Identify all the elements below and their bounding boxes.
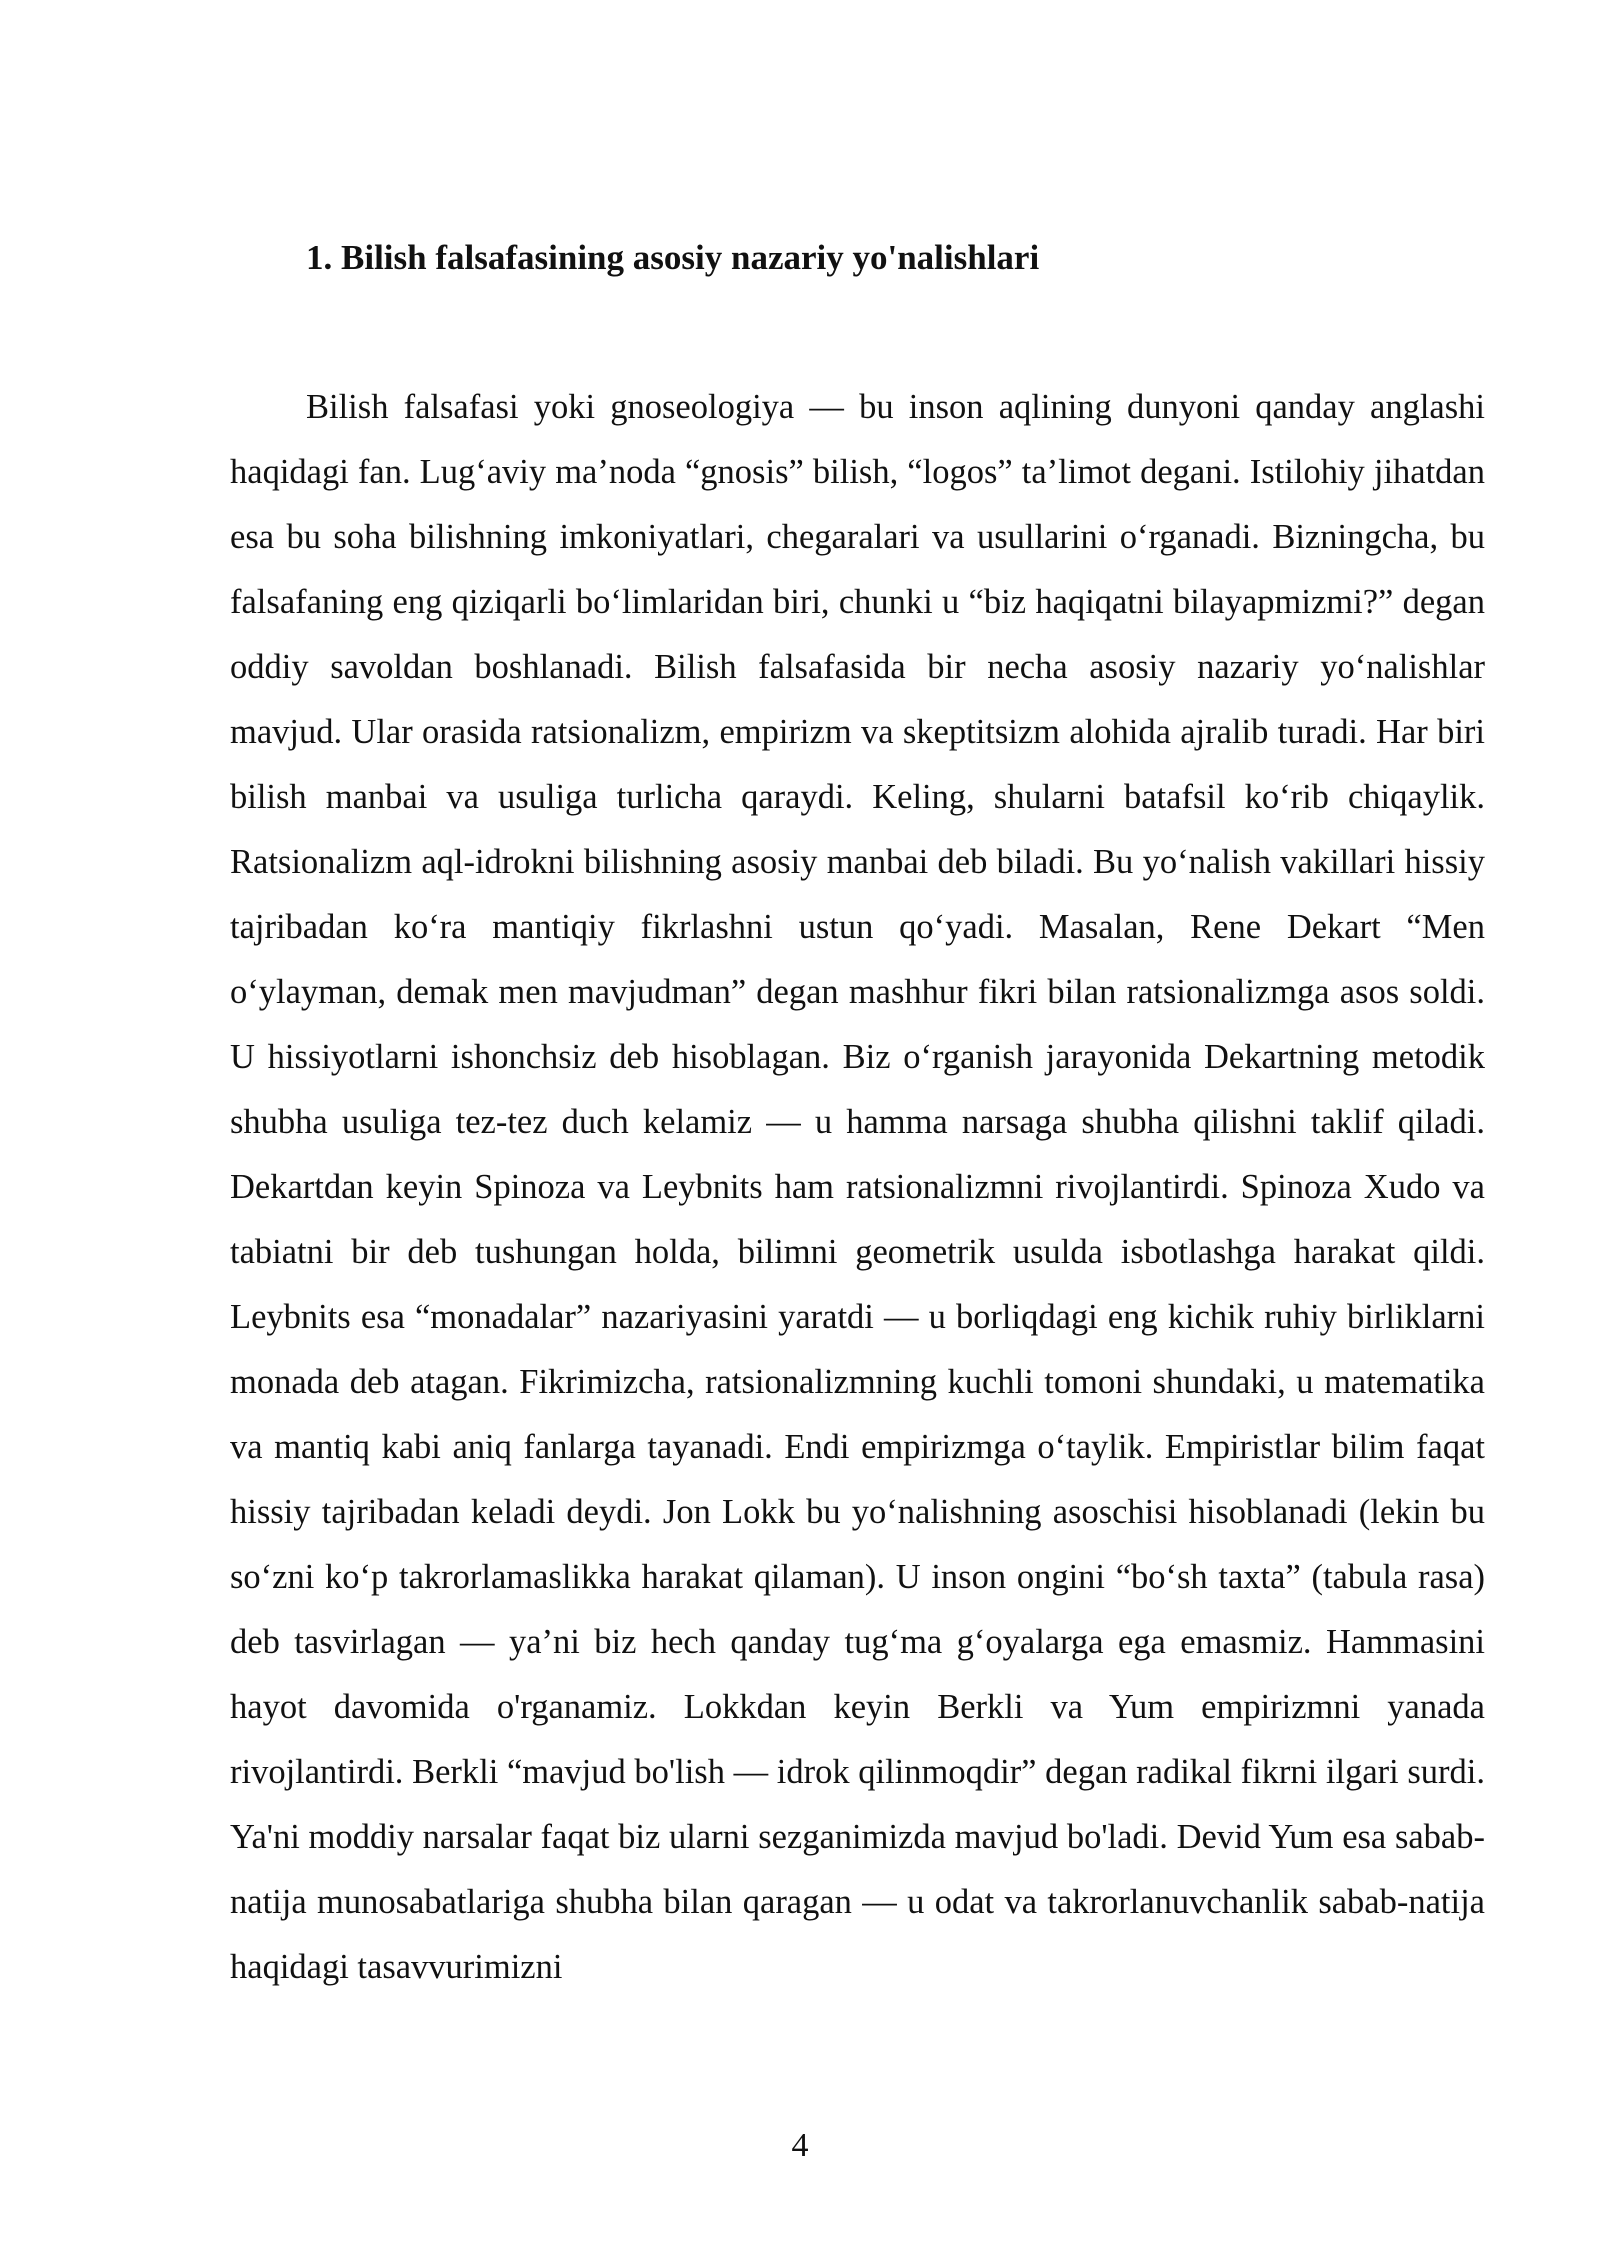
section-heading: 1. Bilish falsafasining asosiy nazariy yo'nalishlari (306, 238, 1040, 277)
body-paragraph: Bilish falsafasi yoki gnoseologiya — bu inson aqlining dunyoni qanday anglashi haqidagi fan. Lug‘aviy ma’noda “gnosis” bilish, “logos” ta’limot degani. Istilohiy jihatdan esa bu soha bilishning imkoniyatlari, chegaralari va usullarini o‘rganadi. Bizningcha, bu falsafaning eng qiziqarli bo‘limlaridan biri, chunki u “biz haqiqatni bilayapmizmi?” degan oddiy savoldan boshlanadi. Bilish falsafasida bir necha asosiy nazariy yo‘nalishlar mavjud. Ular orasida ratsionalizm, empirizm va skeptitsizm alohida ajralib turadi. Har biri bilish manbai va usuliga turlicha qaraydi. Keling, shularni batafsil ko‘rib chiqaylik. Ratsionalizm aql-idrokni bilishning asosiy manbai deb biladi. Bu yo‘nalish vakillari hissiy tajribadan ko‘ra mantiqiy fikrlashni ustun qo‘yadi. Masalan, Rene Dekart “Men o‘ylayman, demak men mavjudman” degan mashhur fikri bilan ratsionalizmga asos soldi. U hissiyotlarni ishonchsiz deb hisoblagan. Biz o‘rganish jarayonida Dekartning metodik shubha usuliga tez-tez duch kelamiz — u hamma narsaga shubha qilishni taklif qiladi. Dekartdan keyin Spinoza va Leybnits ham ratsionalizmni rivojlantirdi. Spinoza Xudo va tabiatni bir deb tushungan holda, bilimni geometrik usulda isbotlashga harakat qildi. Leybnits esa “monadalar” nazariyasini yaratdi — u borliqdagi eng kichik ruhiy birliklarni monada deb atagan. Fikrimizcha, ratsionalizmning kuchli tomoni shundaki, u matematika va mantiq kabi aniq fanlarga tayanadi. Endi empirizmga o‘taylik. Empiristlar bilim faqat hissiy tajribadan keladi deydi. Jon Lokk bu yo‘nalishning asoschisi hisoblanadi (lekin bu so‘zni ko‘p takrorlamaslikka harakat qilaman). U inson ongini “bo‘sh taxta” (tabula rasa) deb tasvirlagan — ya’ni biz hech qanday tug‘ma g‘oyalarga ega emasmiz. Hammasini hayot davomida o'rganamiz. Lokkdan keyin Berkli va Yum empirizmni yanada rivojlantirdi. Berkli “mavjud bo'lish — idrok qilinmoqdir” degan radikal fikrni ilgari surdi. Ya'ni moddiy narsalar faqat biz ularni sezganimizda mavjud bo'ladi. Devid Yum esa sabab-natija munosabatlariga shubha bilan qaragan — u odat va takrorlanuvchanlik sabab-natija haqidagi tasavvurimizni (230, 388, 1485, 1986)
page-number: 4 (791, 2127, 809, 2164)
